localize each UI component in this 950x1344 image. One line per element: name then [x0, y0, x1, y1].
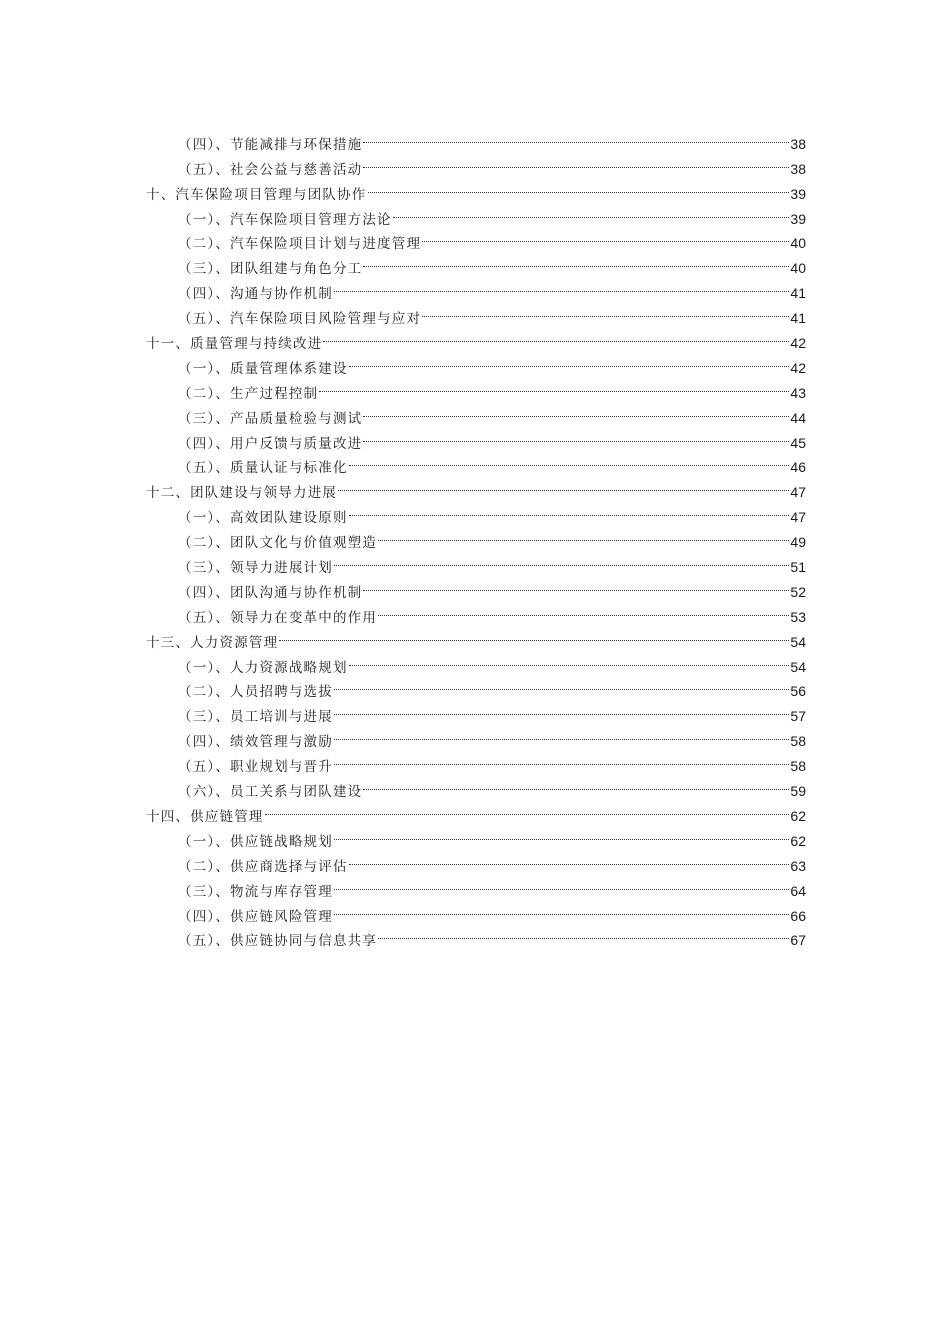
toc-entry-page-number: 63	[790, 857, 806, 874]
toc-entry-title: （三）、领导力进展计划	[178, 560, 333, 577]
toc-entry-page-number: 44	[790, 409, 806, 426]
toc-entry-title: （三）、物流与库存管理	[178, 883, 333, 900]
toc-entry-title: （六）、员工关系与团队建设	[178, 784, 363, 801]
toc-dot-leader	[334, 746, 789, 771]
toc-entry-title: （四）、绩效管理与激励	[178, 734, 333, 751]
toc-entry-title: 十三、人力资源管理	[146, 634, 279, 651]
toc-dot-leader	[422, 298, 789, 323]
toc-dot-leader	[363, 423, 789, 448]
toc-dot-leader	[334, 547, 789, 572]
toc-entry-title: （二）、团队文化与价值观塑造	[178, 535, 378, 552]
toc-entry-page-number: 53	[790, 608, 806, 625]
toc-entry-page-number: 54	[790, 633, 806, 650]
toc-dot-leader	[363, 124, 789, 149]
toc-entry-page-number: 59	[790, 783, 806, 800]
toc-entry-page-number: 47	[790, 484, 806, 501]
toc-entry-title: （一）、高效团队建设原则	[178, 510, 348, 527]
toc-entry-title: 十二、团队建设与领导力进展	[146, 485, 338, 502]
toc-entry-title: （四）、供应链风险管理	[178, 908, 333, 925]
toc-entry-title: （五）、供应链协同与信息共享	[178, 933, 378, 950]
toc-dot-leader	[334, 871, 789, 896]
toc-dot-leader	[363, 398, 789, 423]
toc-dot-leader	[334, 696, 789, 721]
toc-entry-page-number: 56	[790, 683, 806, 700]
toc-entry-title: （三）、团队组建与角色分工	[178, 261, 363, 278]
toc-dot-leader	[334, 273, 789, 298]
toc-dot-leader	[265, 796, 790, 821]
toc-dot-leader	[422, 224, 789, 249]
toc-dot-leader	[334, 721, 789, 746]
toc-entry-page-number: 62	[790, 807, 806, 824]
toc-dot-leader	[378, 522, 789, 547]
toc-entry-title: （四）、团队沟通与协作机制	[178, 584, 363, 601]
toc-entry-page-number: 57	[790, 708, 806, 725]
toc-dot-leader	[368, 174, 790, 199]
toc-entry-title: （三）、产品质量检验与测试	[178, 410, 363, 427]
toc-entry-title: （五）、职业规划与晋升	[178, 759, 333, 776]
toc-dot-leader	[349, 448, 790, 473]
toc-dot-leader	[393, 199, 790, 224]
toc-dot-leader	[279, 622, 789, 647]
toc-dot-leader	[334, 821, 789, 846]
toc-entry-page-number: 42	[790, 335, 806, 352]
toc-entry-page-number: 41	[790, 285, 806, 302]
toc-entry-title: （四）、节能减排与环保措施	[178, 136, 363, 153]
toc-entry-title: （一）、供应链战略规划	[178, 833, 333, 850]
toc-dot-leader	[334, 672, 789, 697]
toc-dot-leader	[378, 921, 789, 946]
toc-entry-title: 十四、供应链管理	[146, 808, 264, 825]
toc-entry-title: （五）、质量认证与标准化	[178, 460, 348, 477]
toc-entry-title: （四）、沟通与协作机制	[178, 286, 333, 303]
toc-entry-page-number: 64	[790, 882, 806, 899]
toc-entry-title: （二）、人员招聘与选拔	[178, 684, 333, 701]
toc-entry-page-number: 47	[790, 509, 806, 526]
toc-dot-leader	[349, 348, 790, 373]
toc-entry-title: （二）、汽车保险项目计划与进度管理	[178, 236, 422, 253]
toc-dot-leader	[338, 472, 789, 497]
toc-entry-title: （五）、汽车保险项目风险管理与应对	[178, 311, 422, 328]
toc-entry-title: （五）、社会公益与慈善活动	[178, 161, 363, 178]
toc-entry-title: （二）、供应商选择与评估	[178, 858, 348, 875]
toc-entry-title: （一）、汽车保险项目管理方法论	[178, 211, 392, 228]
table-of-contents	[146, 124, 806, 950]
toc-entry-page-number: 51	[790, 559, 806, 576]
toc-entry-page-number: 42	[790, 359, 806, 376]
toc-entry-title: 十、汽车保险项目管理与团队协作	[146, 186, 367, 203]
toc-dot-leader	[378, 597, 789, 622]
toc-dot-leader	[349, 846, 790, 871]
toc-entry-page-number: 41	[790, 310, 806, 327]
toc-entry-title: （一）、质量管理体系建设	[178, 360, 348, 377]
toc-entry-page-number: 54	[790, 658, 806, 675]
toc-dot-leader	[363, 149, 789, 174]
toc-dot-leader	[349, 497, 790, 522]
toc-entry-page-number: 43	[790, 384, 806, 401]
toc-dot-leader	[319, 373, 789, 398]
toc-entry-page-number: 58	[790, 758, 806, 775]
toc-entry-page-number: 62	[790, 832, 806, 849]
toc-entry-page-number: 67	[790, 932, 806, 949]
toc-entry-title: 十一、质量管理与持续改进	[146, 336, 323, 353]
toc-entry-title: （四）、用户反馈与质量改进	[178, 435, 363, 452]
toc-entry-page-number: 40	[790, 260, 806, 277]
toc-dot-leader	[349, 647, 790, 672]
toc-dot-leader	[363, 248, 789, 273]
toc-dot-leader	[363, 771, 789, 796]
toc-entry-title: （一）、人力资源战略规划	[178, 659, 348, 676]
toc-entry-page-number: 38	[790, 135, 806, 152]
toc-entry-page-number: 66	[790, 907, 806, 924]
toc-section-entry[interactable]	[146, 124, 806, 153]
toc-entry-page-number: 49	[790, 534, 806, 551]
toc-entry-title: （三）、员工培训与进展	[178, 709, 333, 726]
toc-entry-page-number: 46	[790, 459, 806, 476]
toc-entry-page-number: 39	[790, 210, 806, 227]
toc-entry-title: （二）、生产过程控制	[178, 385, 319, 402]
toc-entry-page-number: 52	[790, 583, 806, 600]
toc-entry-page-number: 58	[790, 733, 806, 750]
toc-entry-page-number: 39	[790, 185, 806, 202]
toc-dot-leader	[334, 896, 789, 921]
toc-entry-page-number: 45	[790, 434, 806, 451]
toc-entry-page-number: 38	[790, 160, 806, 177]
toc-dot-leader	[363, 572, 789, 597]
toc-dot-leader	[323, 323, 789, 348]
toc-entry-page-number: 40	[790, 235, 806, 252]
toc-entry-title: （五）、领导力在变革中的作用	[178, 609, 378, 626]
